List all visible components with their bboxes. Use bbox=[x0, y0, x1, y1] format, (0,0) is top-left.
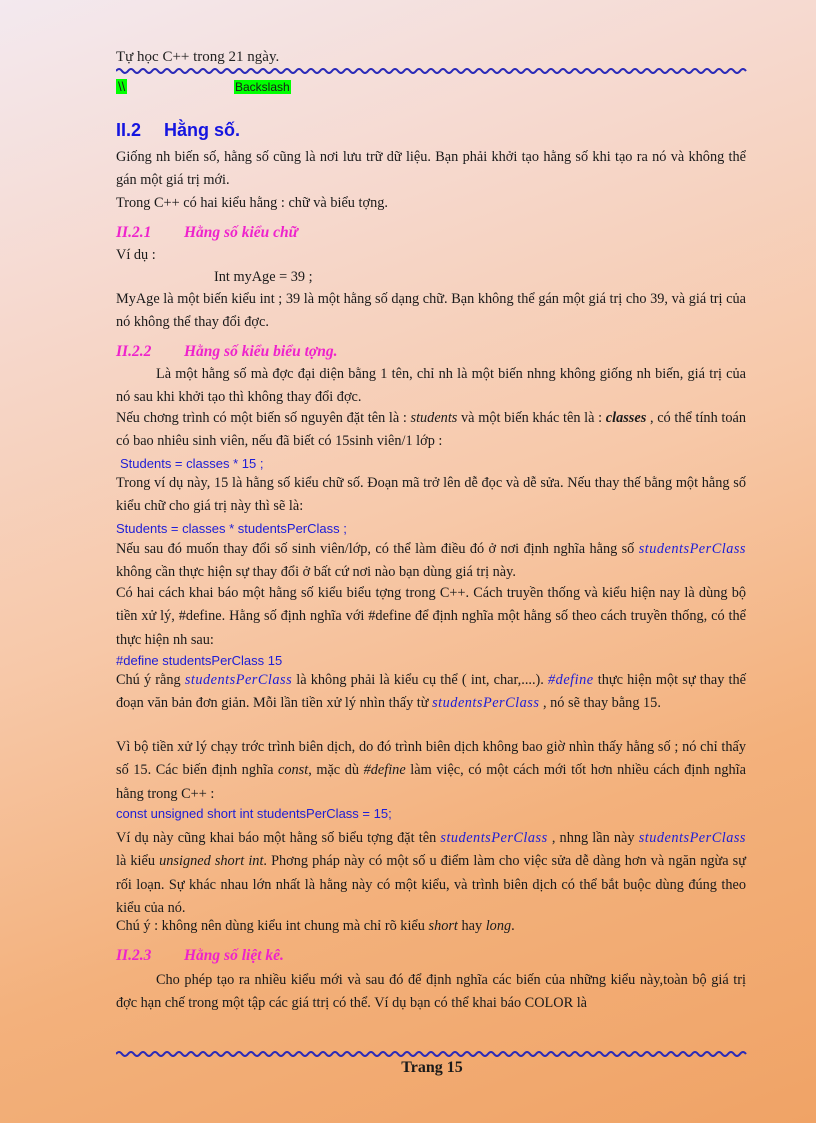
subsection-title: Hằng số liệt kê. bbox=[184, 947, 284, 964]
subsection-heading-2 bbox=[116, 343, 337, 361]
s2-paragraph-3: Trong ví dụ này, 15 là hằng số kiểu chữ số. Đoạn mã trở lên dễ đọc và dễ sửa. Nếu thay thế bằng một hằng số kiểu chữ cho giá trị này thì sẽ là: bbox=[116, 475, 746, 515]
intro-paragraph-1: Giống nh biến số, hằng số cũng là nơi lưu trữ dữ liệu. Bạn phải khởi tạo hằng số khi tạo ra nó và không thể gán một giá trị mới. bbox=[116, 149, 746, 189]
section-number: II.2 bbox=[116, 120, 142, 140]
code-line-2: Students = classes * studentsPerClass ; bbox=[116, 521, 347, 536]
s1-paragraph: MyAge là một biến kiểu int ; 39 là một hằng số dạng chữ. Bạn không thể gán một giá trị cho 39, và giá trị của nó không thể thay đổi đợc. bbox=[116, 291, 746, 331]
subsection-number: II.2.2 bbox=[116, 343, 152, 360]
subsection-heading-1 bbox=[116, 224, 298, 242]
var-students: students bbox=[410, 410, 458, 426]
subsection-number: II.2.3 bbox=[116, 947, 152, 964]
example-label: Ví dụ : bbox=[116, 247, 156, 263]
escape-symbol: \\ bbox=[118, 79, 126, 94]
s2-paragraph-7: Vì bộ tiền xử lý chạy trớc trình biên dịch, do đó trình biên dịch không bao giờ nhìn thấy hằng số ; nó chỉ thấy số 15. Các biến định nghĩa const, mặc dù #define làm việc, có một cách mới tốt hơn nhiều cách định nghĩa hằng trong C++ : bbox=[116, 739, 746, 802]
section-heading bbox=[116, 120, 240, 141]
s2-paragraph-6: Chú ý rằng studentsPerClass là không phải là kiểu cụ thể ( int, char,....). #define thực hiện một sự thay thế đoạn văn bản đơn giản. Mỗi lần tiền xử lý nhìn thấy từ studentsPerClass , nó sẽ thay bằng 15. bbox=[116, 672, 746, 712]
s2-paragraph-5: Có hai cách khai báo một hằng số kiểu biểu tợng trong C++. Cách truyền thống và kiểu hiện nay là dùng bộ tiền xử lý, #define. Hằng số định nghĩa với #define để định nghĩa một hằng số theo cách truyền thống, có thể thực hiện nh sau: bbox=[116, 585, 746, 648]
header-rule bbox=[116, 67, 748, 74]
code-line-1: Students = classes * 15 ; bbox=[120, 456, 264, 471]
s3-paragraph-1: Cho phép tạo ra nhiều kiểu mới và sau đó để định nghĩa các biến của những kiểu này,toàn bộ giá trị đợc hạn chế trong một tập các giá ttrị có thể. Ví dụ bạn có thể khai báo COLOR là bbox=[116, 972, 746, 1012]
page-number: Trang 15 bbox=[401, 1059, 463, 1076]
s2-paragraph-4: Nếu sau đó muốn thay đổi số sinh viên/lớp, có thể làm điều đó ở nơi định nghĩa hằng số studentsPerClass không cần thực hiện sự thay đổi ở bất cứ nơi nào bạn dùng giá trị này. bbox=[116, 541, 746, 581]
example-code: Int myAge = 39 ; bbox=[214, 269, 313, 285]
intro-paragraph-2: Trong C++ có hai kiểu hằng : chữ và biểu tợng. bbox=[116, 195, 388, 211]
s2-paragraph-8: Ví dụ này cũng khai báo một hằng số biểu tợng đặt tên studentsPerClass , nhng lần này studentsPerClass là kiểu unsigned short int. Phơng pháp này có một số u điểm làm cho việc sửa dễ dàng hơn và ngăn ngừa sự rối loạn. Sự khác nhau lớn nhất là hằng này có một kiểu, và trình biên dịch có thể bắt buộc dùng đúng theo kiểu của nó. bbox=[116, 830, 746, 917]
subsection-title: Hằng số kiểu biểu tợng. bbox=[184, 343, 338, 360]
code-line-3: #define studentsPerClass 15 bbox=[116, 653, 283, 668]
escape-label: Backslash bbox=[235, 80, 290, 94]
s2-note: Chú ý : không nên dùng kiểu int chung mà chỉ rõ kiểu short hay long. bbox=[116, 918, 515, 934]
subsection-heading-3 bbox=[116, 947, 284, 965]
code-line-4: const unsigned short int studentsPerClass = 15; bbox=[116, 806, 392, 821]
s2-paragraph-2: Nếu chơng trình có một biến số nguyên đặt tên là : students và một biến khác tên là : classes , có thể tính toán có bao nhiêu sinh viên, nếu đã biết có 15sinh viên/1 lớp : bbox=[116, 410, 746, 450]
footer-rule bbox=[116, 1050, 748, 1057]
escape-sequence-row bbox=[116, 79, 748, 94]
subsection-title: Hằng số kiểu chữ bbox=[184, 224, 298, 241]
header-title: Tự học C++ trong 21 ngày. bbox=[116, 49, 280, 65]
subsection-number: II.2.1 bbox=[116, 224, 152, 241]
var-classes: classes bbox=[605, 410, 647, 426]
document-page bbox=[116, 0, 746, 1123]
section-title: Hằng số. bbox=[164, 120, 241, 140]
var-studentsPerClass: studentsPerClass bbox=[638, 541, 746, 557]
s2-paragraph-1: Là một hằng số mà đợc đại diện bằng 1 tên, chỉ nh là một biến nhng không giống nh biến, giá trị của nó sau khi khởi tạo thì không thay đổi đợc. bbox=[116, 366, 746, 406]
